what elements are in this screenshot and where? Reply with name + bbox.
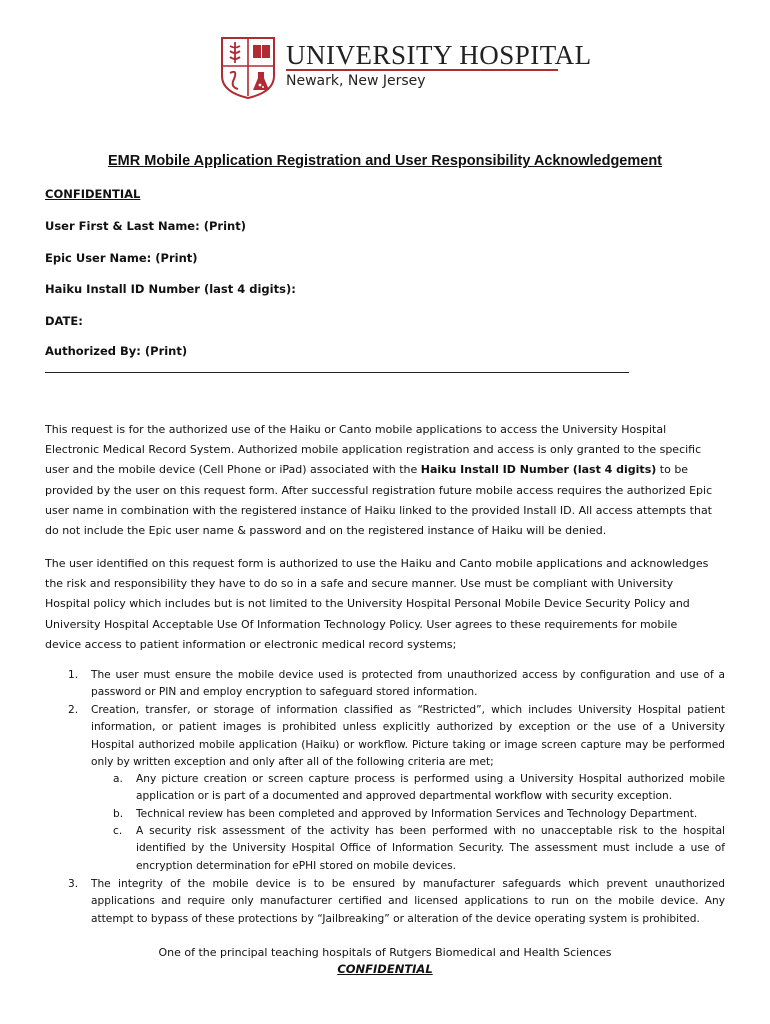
list-item-restricted-information: Creation, transfer, or storage of information classified as “Restricted”, which includes University Hospital patient information, or patient images is prohibited unless explicitly authorized by exception or the use of a University Hospital authorized mobile application (Haiku) or workflow. Picture taking or image screen capture may be performed only by written exception and only after all of the following criteria are met; <box>91 704 725 769</box>
org-name: UNIVERSITY HOSPITAL <box>286 40 592 70</box>
list-marker-3: 3. <box>68 878 79 890</box>
footer-confidential: CONFIDENTIAL <box>337 962 433 976</box>
org-city: Newark, New Jersey <box>286 73 426 89</box>
footer-affiliation: One of the principal teaching hospitals of Rutgers Biomedical and Health Sciences <box>158 946 612 959</box>
paragraph-authorized-use-text: This request is for the authorized use of the Haiku or Canto mobile applications to access the University Hospital Electronic Medical Record System. Authorized mobile application registration and access is only granted to the specific user and the mobile device (Cell Phone or iPad) associated with the <box>45 423 702 477</box>
field-haiku-install-id: Haiku Install ID Number (last 4 digits): <box>45 282 296 296</box>
paragraph-authorized-use-continued: to be provided by the user on this request form. After successful registration future mobile access requires the authorized Epic user name in combination with the registered instance of Haiku linked to the provided Install ID. All access attempts that do not include the Epic user name & password and on the registered instance of Haiku will be denied. <box>45 463 713 538</box>
sublist-item-risk-assessment: A security risk assessment of the activity has been performed with no unacceptable risk to the hospital identified by the University Hospital Office of Information Security. The assessment must include a use of encryption determination for ePHI stored on mobile devices. <box>136 825 725 872</box>
university-hospital-logo <box>220 36 592 100</box>
paragraph-authorized-use <box>45 420 715 541</box>
list-marker-1: 1. <box>68 669 79 681</box>
list-item-device-integrity: The integrity of the mobile device is to be ensured by manufacturer safeguards which prevent unauthorized applications and require only manufacturer certified and licensed applications to run on the mobile device. Any attempt to bypass of these protections by “Jailbreaking” or alteration of the device operating system is prohibited. <box>91 878 725 925</box>
field-date: DATE: <box>45 314 83 328</box>
university-hospital-crest-icon <box>220 36 276 100</box>
signature-line <box>45 372 629 373</box>
sublist-item-technical-review: Technical review has been completed and approved by Information Services and Technology Department. <box>136 808 698 820</box>
haiku-install-id-emphasis: Haiku Install ID Number (last 4 digits) <box>420 463 657 477</box>
paragraph-user-responsibility: The user identified on this request form is authorized to use the Haiku and Canto mobile applications and acknowledges the risk and responsibility they have to do so in a safe and secure manner. Use must be compliant with University Hospital policy which includes but is not limited to the University Hospital Personal Mobile Device Security Policy and University Hospital Acceptable Use Of Information Technology Policy. User agrees to these requirements for mobile device access to patient information or electronic medical record systems; <box>45 557 709 651</box>
document-title: EMR Mobile Application Registration and User Responsibility Acknowledgement <box>107 153 663 169</box>
field-epic-user-name: Epic User Name: (Print) <box>45 251 198 265</box>
field-user-name: User First & Last Name: (Print) <box>45 219 246 233</box>
list-marker-2: 2. <box>68 704 79 716</box>
sublist-marker-c: c. <box>113 825 123 837</box>
field-authorized-by: Authorized By: (Print) <box>45 344 188 358</box>
logo-divider <box>286 69 558 71</box>
sublist-marker-a: a. <box>113 773 123 785</box>
sublist-item-authorized-capture: Any picture creation or screen capture process is performed using a University Hospital authorized mobile application or is part of a documented and approved departmental workflow with security exception. <box>136 773 725 803</box>
sublist-marker-b: b. <box>113 808 124 820</box>
list-item-device-protection: The user must ensure the mobile device used is protected from unauthorized access by configuration and use of a password or PIN and employ encryption to safeguard stored information. <box>91 669 725 699</box>
confidential-label: CONFIDENTIAL <box>45 187 141 201</box>
